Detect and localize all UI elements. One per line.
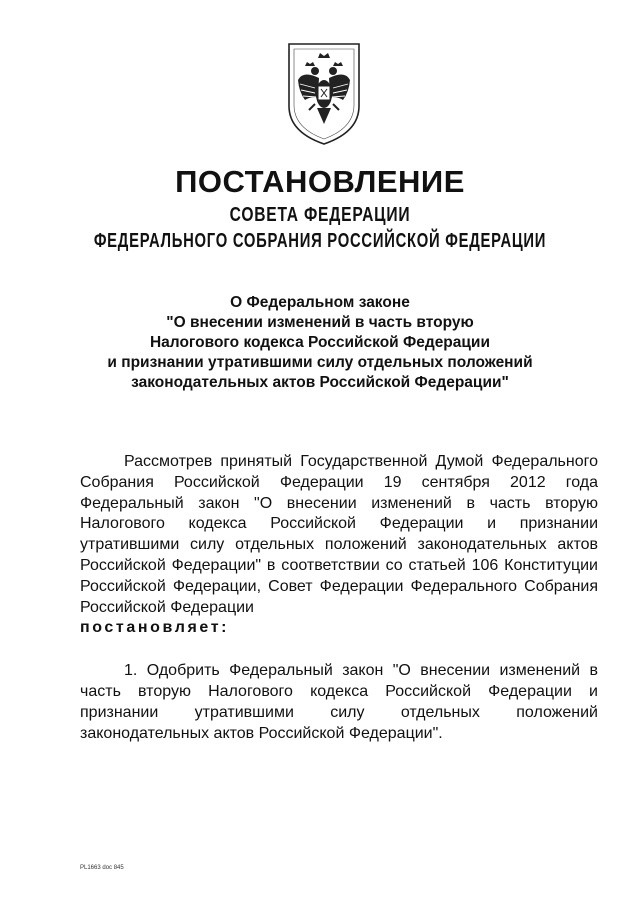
subject-line: О Федеральном законе bbox=[230, 294, 410, 311]
issuer-line-2: ФЕДЕРАЛЬНОГО СОБРАНИЯ РОССИЙСКОЙ ФЕДЕРАЦИИ bbox=[93, 230, 547, 252]
decree-word: постановляет: bbox=[80, 619, 230, 637]
subject-line: законодательных актов Российской Федерации" bbox=[131, 374, 509, 391]
subject-line: и признании утратившими силу отдельных положений bbox=[107, 354, 533, 371]
document-reference: PL1663 doc 845 bbox=[80, 865, 124, 871]
issuer-line-1: СОВЕТА ФЕДЕРАЦИИ bbox=[229, 204, 411, 226]
preamble-paragraph bbox=[80, 452, 598, 639]
coat-of-arms-icon bbox=[285, 40, 363, 148]
document-subject bbox=[60, 293, 580, 393]
subject-line: "О внесении изменений в часть вторую bbox=[166, 314, 474, 331]
preamble-text: Рассмотрев принятый Государственной Думой Федерального Собрания Российской Федерации 19 сентября 2012 года Федеральный закон "О внесении изменений в часть вторую Налогового кодекса Российской Федерации и признании утратившими силу отдельных положений законодательных актов Российской Федерации" в соответствии со статьей 106 Конституции Российской Федерации, Совет Федерации Федерального Собрания Российской Федерации bbox=[80, 453, 598, 616]
resolution-item-1: 1. Одобрить Федеральный закон "О внесении изменений в часть вторую Налогового кодекса Российской Федерации и признании утратившими силу отдельных положений законодательных актов Российской Федерации". bbox=[80, 662, 598, 742]
document-body bbox=[80, 452, 598, 760]
document-title: ПОСТАНОВЛЕНИЕ bbox=[175, 164, 465, 199]
subject-line: Налогового кодекса Российской Федерации bbox=[149, 334, 490, 351]
